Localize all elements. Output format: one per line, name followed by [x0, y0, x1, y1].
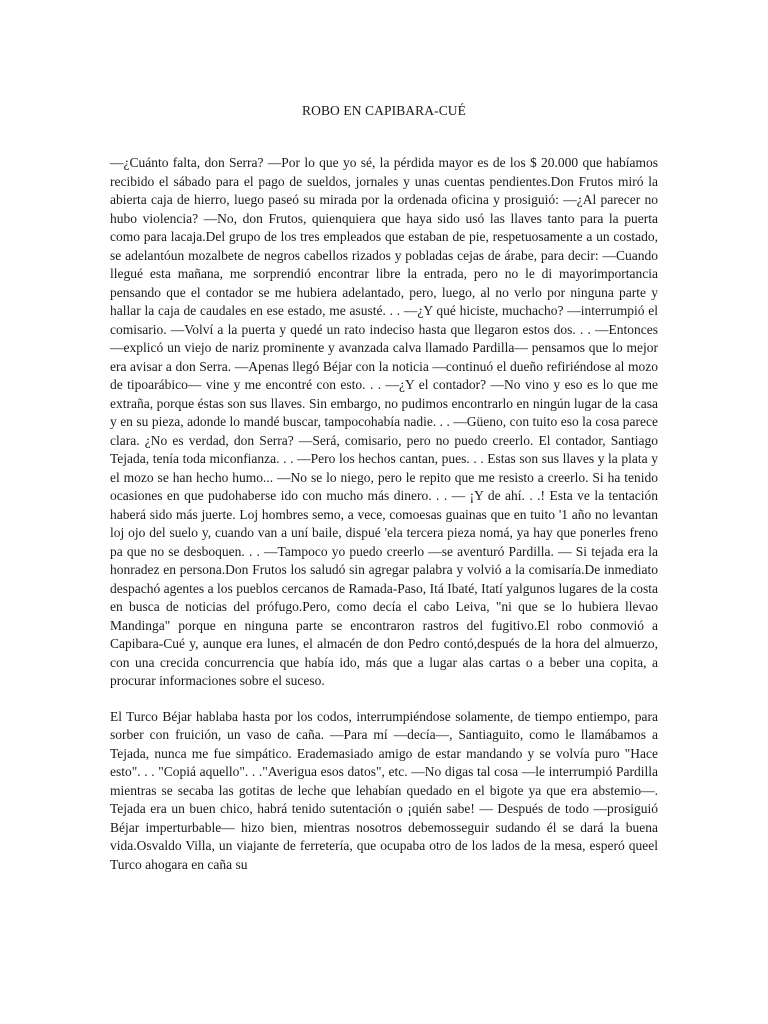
document-title: ROBO EN CAPIBARA-CUÉ — [301, 103, 466, 118]
paragraph-2: El Turco Béjar hablaba hasta por los codos, interrumpiéndose solamente, de tiempo entiempo, para sorber con fruición, un vaso de caña. —Para mí —decía—, Santiaguito, como le llamábamos a Tejada, nunca me fue simpático. Erademasiado amigo de estar mandando y se volvía puro "Hace esto". . . "Copiá aquello". . ."Averigua esos datos", etc. —No digas tal cosa —le interrumpió Pardilla mientras se secaba las gotitas de leche que lehabían quedado en el bigote ya que era abstemio—. Tejada era un buen chico, habrá tenido sutentación o ¡quién sabe! — Después de todo —prosiguió Béjar imperturbable— hizo bien, mientras nosotros debemosseguir sudando él se dará la buena vida.Osvaldo Villa, un viajante de ferretería, que ocupaba otro de los lados de la mesa, esperó queel Turco ahogara en caña su — [110, 708, 658, 872]
paragraph-1: —¿Cuánto falta, don Serra? —Por lo que yo sé, la pérdida mayor es de los $ 20.000 que habíamos recibido el sábado para el pago de sueldos, jornales y unas cuentas pendientes.Don Frutos miró la abierta caja de hierro, luego paseó su mirada por la ordenada oficina y prosiguió: —¿Al parecer no hubo violencia? —No, don Frutos, quienquiera que haya sido usó las llaves tanto para la puerta como para lacaja.Del grupo de los tres empleados que estaban de pie, respetuosamente a un costado, se adelantóun mozalbete de negros cabellos rizados y pobladas cejas de árabe, para decir: —Cuando llegué esta mañana, me sorprendió encontrar libre la entrada, pero no le di mayorimportancia pensando que el contador se me hubiera adelantado, pero, luego, al no verlo por ninguna parte y hallar la caja de caudales en ese estado, me asusté. . . —¿Y qué hiciste, muchacho? —interrumpió el comisario. —Volví a la puerta y quedé un rato indeciso hasta que llegaron estos dos. . . —Entonces —explicó un viejo de nariz prominente y avanzada calva llamado Pardilla— pensamos que lo mejor era avisar a don Serra. —Apenas llegó Béjar con la noticia —continuó el dueño refiriéndose al mozo de tipoarábico— vine y me encontré con esto. . . —¿Y el contador? —No vino y eso es lo que me extraña, porque éstas son sus llaves. Sin embargo, no pudimos encontrarlo en ningún lugar de la casa y en su pieza, adonde lo mandé buscar, tampocohabía nadie. . . —Güeno, con tuito eso la cosa parece clara. ¿No es verdad, don Serra? —Será, comisario, pero no puedo creerlo. El contador, Santiago Tejada, tenía toda miconfianza. . . —Pero los hechos cantan, pues. . . Estas son sus llaves y la plata y el mozo se han hecho humo... —No se lo niego, pero le repito que me resisto a creerlo. Si ha tenido ocasiones en que pudohaberse ido con mucho más dinero. . . — ¡Y de ahí. . .! Esta ve la tentación haberá sido más juerte. Loj hombres semo, a vece, comoesas guainas que en tuito '1 año no levantan loj ojo del suelo y, cuando van a uní baile, dispué 'ela tercera pieza nomá, ya hay que ponerles freno pa que no se desboquen. . . —Tampoco yo puedo creerlo —se aventuró Pardilla. — Si tejada era la honradez en persona.Don Frutos los saludó sin agregar palabra y volvió a la comisaría.De inmediato despachó agentes a los pueblos cercanos de Ramada-Paso, Itá Ibaté, Itatí yalgunos lugares de la costa en busca de noticias del prófugo.Pero, como decía el cabo Leiva, "ni que se lo hubiera llevao Mandinga" porque en ninguna parte se encontraron rastros del fugitivo.El robo conmovió a Capibara-Cué y, aunque era lunes, el almacén de don Pedro contó,después de la hora del almuerzo, con una crecida concurrencia que había ido, más que a lugar alas cartas o a beber una copita, a procurar informaciones sobre el suceso. — [110, 155, 658, 688]
document-body — [110, 154, 658, 874]
